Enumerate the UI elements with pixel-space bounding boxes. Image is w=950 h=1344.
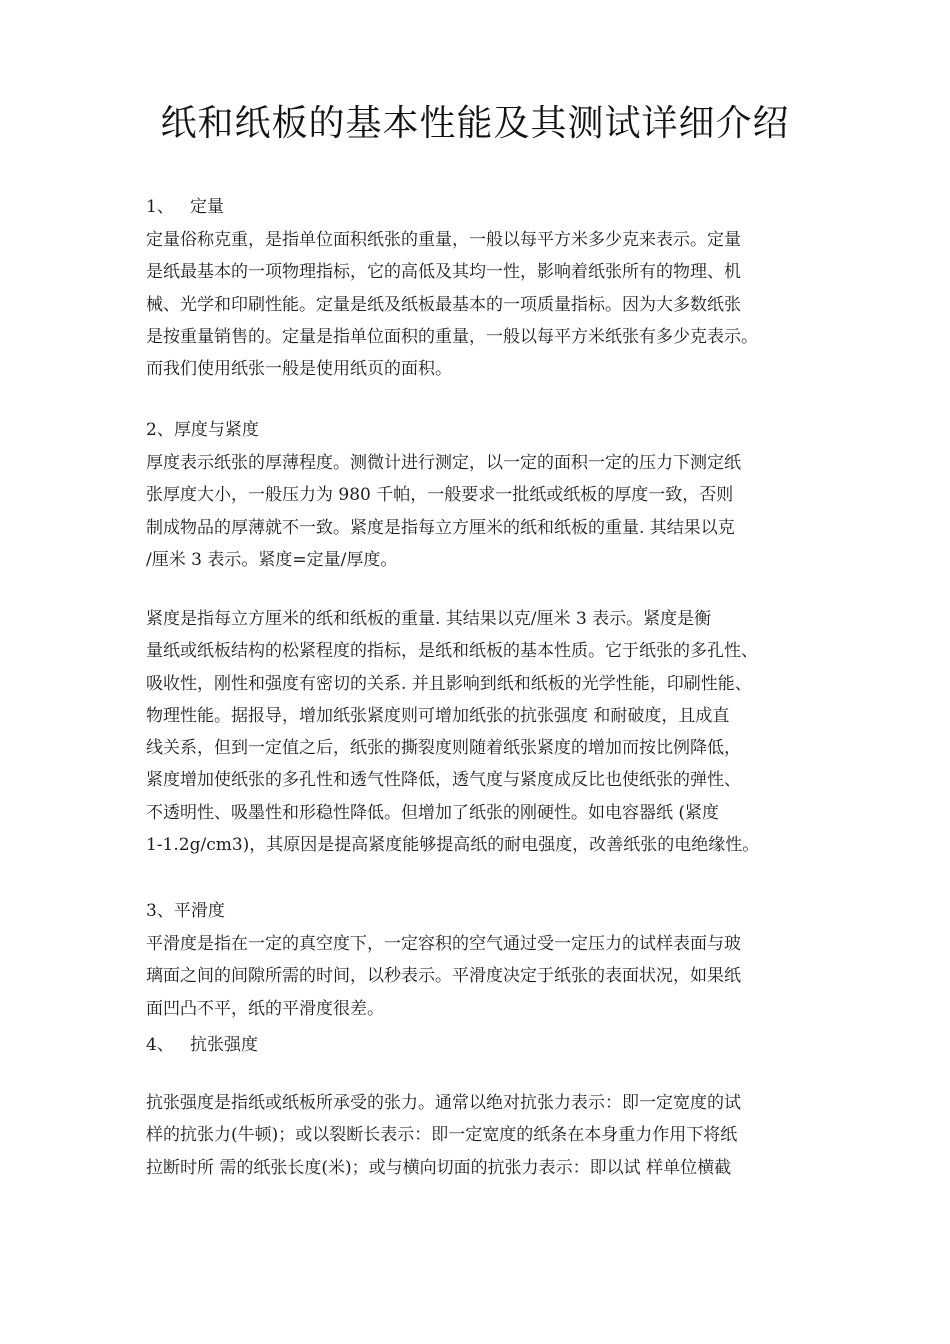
section-heading-tensile: 4、 抗张强度	[146, 1035, 259, 1055]
section-paragraph-density: 紧度是指每立方厘米的纸和纸板的重量. 其结果以克/厘米 3 表示。紧度是衡 量纸或纸板结构的松紧程度的指标，是纸和纸板的基本性质。它于纸张的多孔性、 吸收性，刚性和强度有密切的关系. 并且影响到纸和纸板的光学性能，印刷性能、 物理性能。据报导，增加纸张紧度则可增加纸张的抗张强度 和耐破度，且成直 线关系，但到一定值之后，纸张的撕裂度则随着纸张紧度的增加而按比例降低， 紧度增加使纸张的多孔性和透气性降低，透气度与紧度成反比也使纸张的弹性、 不透明性、吸墨性和形稳性降低。但增加了纸张的刚硬性。如电容器纸 (紧度 1-1.2g/cm3)，其原因是提高紧度能够提高纸的耐电强度，改善纸张的电绝缘性。	[146, 609, 760, 856]
section-heading-weight: 1、 定量	[146, 197, 225, 217]
section-paragraph-smoothness: 平滑度是指在一定的真空度下，一定容积的空气通过受一定压力的试样表面与玻 璃面之间的间隙所需的时间，以秒表示。平滑度决定于纸张的表面状况，如果纸 面凹凸不平，纸的平滑度很差。	[146, 934, 741, 1019]
section-paragraph-thickness: 厚度表示纸张的厚薄程度。测微计进行测定，以一定的面积一定的压力下测定纸 张厚度大小，一般压力为 980 千帕，一般要求一批纸或纸板的厚度一致，否则 制成物品的厚薄就不一致。紧度是指每立方厘米的纸和纸板的重量. 其结果以克 /厘米 3 表示。紧度=定量/厚度。	[146, 453, 741, 570]
section-heading-smoothness: 3、平滑度	[146, 901, 225, 921]
section-heading-thickness: 2、厚度与紧度	[146, 420, 259, 440]
section-paragraph-weight: 定量俗称克重，是指单位面积纸张的重量，一般以每平方米多少克来表示。定量 是纸最基本的一项物理指标，它的高低及其均一性，影响着纸张所有的物理、机 械、光学和印刷性能。定量是纸及纸板最基本的一项质量指标。因为大多数纸张 是按重量销售的。定量是指单位面积的重量，一般以每平方米纸张有多少克表示。 而我们使用纸张一般是使用纸页的面积。	[146, 230, 758, 380]
document-title: 纸和纸板的基本性能及其测试详细介绍	[160, 103, 790, 144]
section-paragraph-tensile: 抗张强度是指纸或纸板所承受的张力。通常以绝对抗张力表示：即一定宽度的试 样的抗张力(牛顿)；或以裂断长表示：即一定宽度的纸条在本身重力作用下将纸 拉断时所 需的纸张长度(米)；或与横向切面的抗张力表示：即以试 样单位横截	[146, 1093, 741, 1178]
